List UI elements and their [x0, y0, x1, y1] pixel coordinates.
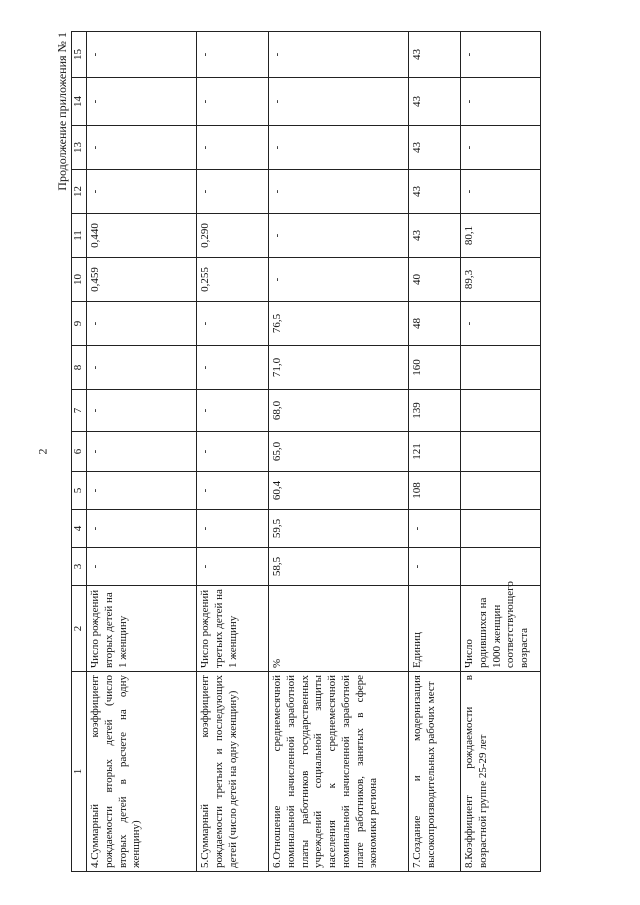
- value-cell: 76,5: [269, 302, 409, 346]
- indicator-cell: 8.Коэффициент рождаемости в возрастной группе 25-29 лет: [461, 672, 541, 872]
- value-cell: 40: [409, 258, 461, 302]
- value-cell: -: [197, 302, 269, 346]
- header-cell: 2: [72, 586, 87, 672]
- value-cell: -: [197, 32, 269, 78]
- value-cell: 43: [409, 78, 461, 126]
- value-cell: -: [197, 510, 269, 548]
- value-cell: -: [197, 78, 269, 126]
- value-cell: 43: [409, 32, 461, 78]
- value-cell: -: [87, 302, 197, 346]
- page-number: 2: [35, 448, 50, 455]
- value-cell: 65,0: [269, 432, 409, 472]
- unit-cell: Число рождений вторых детей на 1 женщину: [87, 586, 197, 672]
- header-cell: 13: [72, 126, 87, 170]
- value-cell: 160: [409, 346, 461, 390]
- value-cell: -: [197, 548, 269, 586]
- value-cell: -: [87, 432, 197, 472]
- value-cell: [461, 432, 541, 472]
- value-cell: 71,0: [269, 346, 409, 390]
- value-cell: -: [197, 126, 269, 170]
- value-cell: -: [269, 32, 409, 78]
- value-cell: -: [87, 510, 197, 548]
- value-cell: -: [409, 548, 461, 586]
- value-cell: -: [197, 390, 269, 432]
- value-cell: -: [461, 126, 541, 170]
- header-cell: 11: [72, 214, 87, 258]
- header-cell: 4: [72, 510, 87, 548]
- value-cell: 80,1: [461, 214, 541, 258]
- unit-cell: Единиц: [409, 586, 461, 672]
- header-cell: 3: [72, 548, 87, 586]
- table-row: [197, 32, 269, 872]
- value-cell: -: [197, 472, 269, 510]
- value-cell: 43: [409, 126, 461, 170]
- value-cell: 59,5: [269, 510, 409, 548]
- unit-cell: %: [269, 586, 409, 672]
- value-cell: -: [269, 258, 409, 302]
- value-cell: 0,459: [87, 258, 197, 302]
- value-cell: 0,255: [197, 258, 269, 302]
- value-cell: -: [269, 214, 409, 258]
- value-cell: -: [87, 548, 197, 586]
- value-cell: 60,4: [269, 472, 409, 510]
- value-cell: -: [461, 78, 541, 126]
- value-cell: -: [197, 346, 269, 390]
- value-cell: -: [197, 170, 269, 214]
- value-cell: -: [409, 510, 461, 548]
- value-cell: -: [87, 390, 197, 432]
- table-row: [409, 32, 461, 872]
- value-cell: -: [461, 302, 541, 346]
- indicator-table: [71, 31, 541, 872]
- value-cell: -: [87, 78, 197, 126]
- indicator-cell: 4.Суммарный коэффициент рождаемости вторых детей (число вторых детей в расчете на одну женщину): [87, 672, 197, 872]
- unit-cell: Число рождений третьих детей на 1 женщину: [197, 586, 269, 672]
- header-cell: 14: [72, 78, 87, 126]
- value-cell: 0,440: [87, 214, 197, 258]
- value-cell: 89,3: [461, 258, 541, 302]
- value-cell: 48: [409, 302, 461, 346]
- value-cell: 139: [409, 390, 461, 432]
- value-cell: -: [87, 170, 197, 214]
- value-cell: -: [87, 126, 197, 170]
- value-cell: -: [87, 472, 197, 510]
- value-cell: -: [87, 32, 197, 78]
- value-cell: -: [197, 432, 269, 472]
- value-cell: [461, 510, 541, 548]
- unit-cell: Число родившихся на 1000 женщин соответствующего возраста: [461, 586, 541, 672]
- rotated-table-page: [53, 32, 640, 872]
- value-cell: -: [87, 346, 197, 390]
- indicator-cell: 6.Отношение среднемесячной номинальной начисленной заработной платы работников государственных учреждений социальной защиты населения к среднемесячной номинальной начисленной заработной плате работников, занятых в сфере экономики региона: [269, 672, 409, 872]
- value-cell: [461, 472, 541, 510]
- table-row: [87, 32, 197, 872]
- header-cell: 1: [72, 672, 87, 872]
- header-cell: 6: [72, 432, 87, 472]
- header-row: [72, 32, 87, 872]
- value-cell: 108: [409, 472, 461, 510]
- value-cell: [461, 346, 541, 390]
- value-cell: [461, 548, 541, 586]
- value-cell: 121: [409, 432, 461, 472]
- value-cell: -: [461, 170, 541, 214]
- value-cell: -: [269, 170, 409, 214]
- header-cell: 9: [72, 302, 87, 346]
- header-cell: 8: [72, 346, 87, 390]
- value-cell: -: [269, 126, 409, 170]
- table-row: [269, 32, 409, 872]
- value-cell: -: [461, 32, 541, 78]
- value-cell: 43: [409, 214, 461, 258]
- indicator-cell: 7.Создание и модернизация высокопроизводительных рабочих мест: [409, 672, 461, 872]
- continuation-note: Продолжение приложения № 1: [55, 32, 69, 191]
- header-cell: 15: [72, 32, 87, 78]
- value-cell: 68,0: [269, 390, 409, 432]
- value-cell: 0,290: [197, 214, 269, 258]
- header-cell: 7: [72, 390, 87, 432]
- value-cell: [461, 390, 541, 432]
- table-row: [461, 32, 541, 872]
- value-cell: 43: [409, 170, 461, 214]
- value-cell: 58,5: [269, 548, 409, 586]
- header-cell: 10: [72, 258, 87, 302]
- value-cell: -: [269, 78, 409, 126]
- indicator-cell: 5.Суммарный коэффициент рождаемости третьих и последующих детей (число детей на одну женщину): [197, 672, 269, 872]
- header-cell: 5: [72, 472, 87, 510]
- header-cell: 12: [72, 170, 87, 214]
